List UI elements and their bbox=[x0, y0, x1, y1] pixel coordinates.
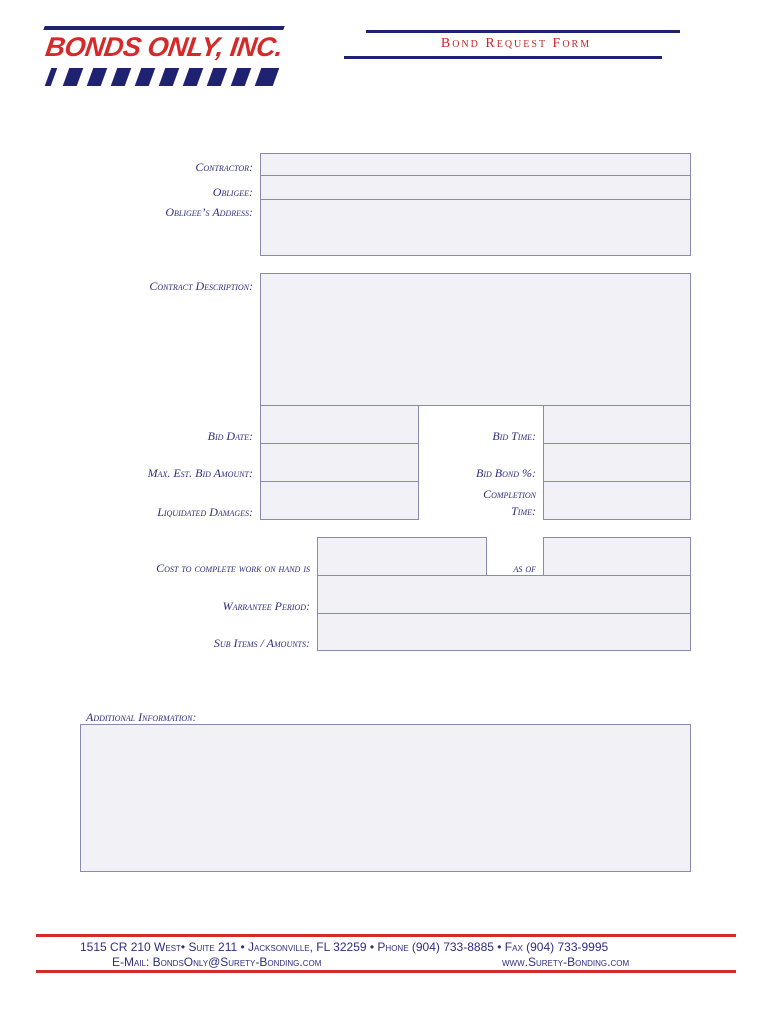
footer-rule-top bbox=[36, 934, 736, 937]
contractor-label: Contractor: bbox=[195, 160, 253, 174]
warrantee-period-label: Warrantee Period: bbox=[222, 599, 310, 613]
max-est-bid-amount-field[interactable] bbox=[260, 443, 419, 482]
completion-time-field[interactable] bbox=[543, 481, 691, 520]
company-logo bbox=[44, 26, 284, 88]
completion-time-label: Completion bbox=[483, 487, 536, 501]
logo-stripe bbox=[87, 68, 108, 86]
sub-items-amounts-field[interactable] bbox=[317, 613, 691, 651]
logo-text: BONDS ONLY, INC. bbox=[43, 32, 285, 62]
cost-to-complete-field[interactable] bbox=[317, 537, 487, 576]
logo-stripe bbox=[111, 68, 132, 86]
footer-website[interactable]: www.Surety-Bonding.com bbox=[502, 955, 630, 969]
max-est-bid-amount-label: Max. Est. Bid Amount: bbox=[147, 466, 253, 480]
warrantee-period-field[interactable] bbox=[317, 575, 691, 614]
bid-date-label: Bid Date: bbox=[207, 429, 253, 443]
sub-items-amounts-label: Sub Items / Amounts: bbox=[213, 636, 310, 650]
footer-rule-bottom bbox=[36, 970, 736, 973]
title-rule-top bbox=[366, 30, 680, 33]
logo-stripe bbox=[135, 68, 156, 86]
cost-to-complete-label: Cost to complete work on hand is bbox=[156, 561, 310, 575]
form-title: Bond Request Form bbox=[440, 36, 592, 51]
liquidated-damages-field[interactable] bbox=[260, 481, 419, 520]
logo-stripe bbox=[207, 68, 228, 86]
obligee-address-label: Obligee’s Address: bbox=[165, 205, 253, 219]
footer-address: 1515 CR 210 West• Suite 211 • Jacksonville, FL 32259 • Phone (904) 733-8885 • Fax (904) 733-9995 bbox=[80, 940, 609, 954]
completion-time-label-line2: Time: bbox=[511, 504, 536, 518]
additional-information-field[interactable] bbox=[80, 724, 691, 872]
logo-stripe bbox=[63, 68, 84, 86]
contract-description-label: Contract Description: bbox=[149, 279, 253, 293]
logo-stripe bbox=[255, 68, 280, 86]
bid-bond-pct-label: Bid Bond %: bbox=[476, 466, 536, 480]
contract-description-field[interactable] bbox=[260, 273, 691, 406]
logo-stripe bbox=[159, 68, 180, 86]
obligee-address-field[interactable] bbox=[260, 199, 691, 256]
bid-time-label: Bid Time: bbox=[492, 429, 536, 443]
obligee-field[interactable] bbox=[260, 175, 691, 200]
as-of-field[interactable] bbox=[543, 537, 691, 576]
logo-stripe bbox=[45, 68, 58, 86]
additional-information-label: Additional Information: bbox=[86, 710, 197, 724]
footer-email[interactable]: E-Mail: BondsOnly@Surety-Bonding.com bbox=[112, 955, 322, 969]
logo-stripe bbox=[231, 68, 252, 86]
bid-time-field[interactable] bbox=[543, 405, 691, 444]
logo-stripe bbox=[183, 68, 204, 86]
title-rule-bottom bbox=[344, 56, 662, 59]
liquidated-damages-label: Liquidated Damages: bbox=[157, 505, 253, 519]
as-of-label: as of bbox=[513, 561, 536, 575]
bid-bond-pct-field[interactable] bbox=[543, 443, 691, 482]
obligee-label: Obligee: bbox=[212, 185, 253, 199]
logo-top-bar bbox=[43, 26, 284, 30]
contractor-field[interactable] bbox=[260, 153, 691, 176]
bid-date-field[interactable] bbox=[260, 405, 419, 444]
